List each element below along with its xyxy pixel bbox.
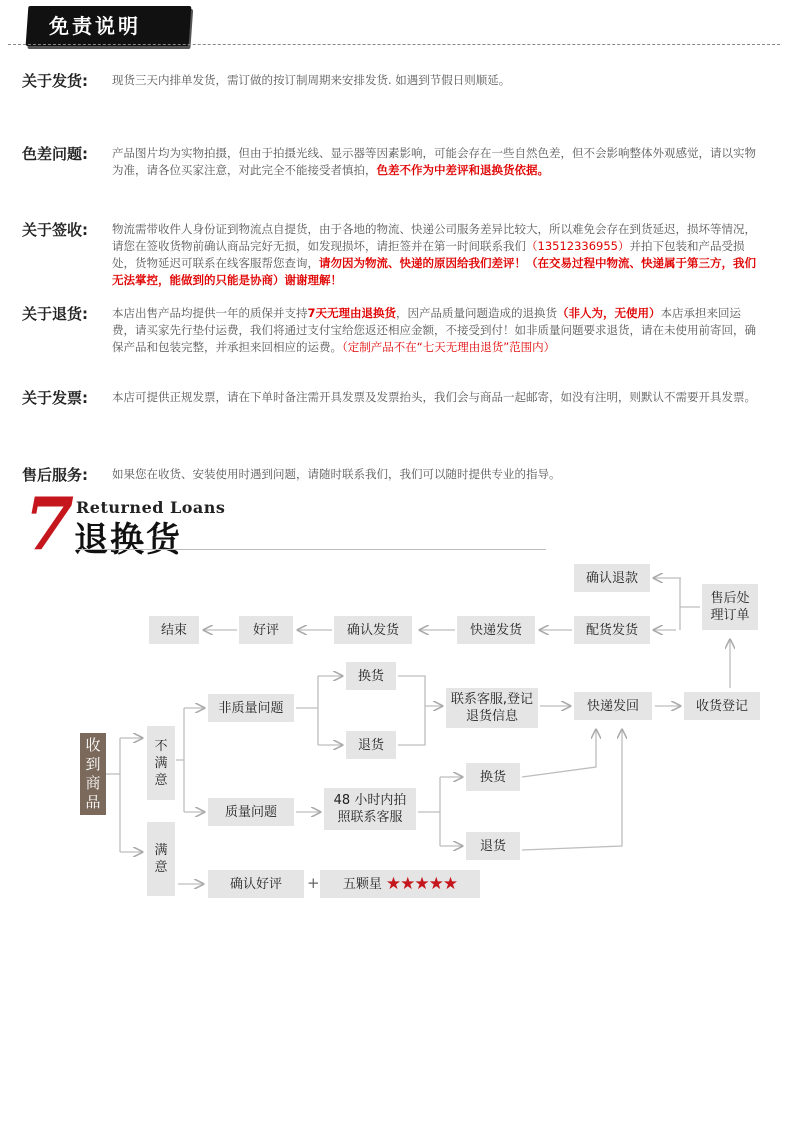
policy-label: 售后服务: bbox=[22, 466, 88, 484]
section-title-cn: 退换货 bbox=[74, 520, 182, 560]
policy-label: 关于签收: bbox=[22, 221, 88, 239]
policy-label: 关于退货: bbox=[22, 305, 88, 323]
five-stars-label: 五颗星 bbox=[342, 876, 382, 892]
star-rating-icon: ★★★★★ bbox=[385, 873, 458, 894]
policy-body: 产品图片均为实物拍摄，但由于拍摄光线、显示器等因素影响，可能会存在一些自然色差，但不会影响整体外观感觉，请以实物为准，请各位买家注意，对此完全不能接受者慎拍，色差不作为中差评和退换货依据。 bbox=[112, 146, 756, 177]
node-receive-register: 收货登记 bbox=[684, 692, 760, 720]
node-after-sales: 售后处理订单 bbox=[702, 584, 758, 630]
policy-body: 物流需带收件人身份证到物流点自提货，由于各地的物流、快递公司服务差异比较大，所以难免会存在到货延迟，损坏等情况，请您在签收货物前确认商品完好无损，如发现损坏，请拒签并在第一时间联系我们（13512336955）并拍下包装和产品受损处，货物延迟可联系在线客服帮您查询，请勿因为物流、快递的原因给我们差评！（在交易过程中物流、快递属于第三方，我们无法掌控，能做到的只能是协商）谢谢理解！ bbox=[112, 222, 756, 287]
policy-label: 色差问题: bbox=[22, 145, 88, 163]
node-contact-cs: 联系客服,登记退货信息 bbox=[446, 688, 538, 728]
node-end: 结束 bbox=[149, 616, 199, 644]
node-confirm-review: 确认好评 bbox=[208, 870, 304, 898]
banner-title: 免责说明 bbox=[49, 14, 141, 38]
node-received: 收到商品 bbox=[80, 733, 106, 815]
node-five-stars bbox=[320, 870, 480, 898]
node-confirm-refund: 确认退款 bbox=[574, 564, 650, 592]
node-exchange: 换货 bbox=[346, 662, 396, 690]
node-confirm-ship: 确认发货 bbox=[334, 616, 412, 644]
section-number: 7 bbox=[24, 481, 75, 566]
policy-body: 如果您在收货、安装使用时遇到问题，请随时联系我们，我们可以随时提供专业的指导。 bbox=[112, 467, 561, 481]
node-satisfied: 满意 bbox=[147, 822, 175, 896]
node-non-quality: 非质量问题 bbox=[208, 694, 294, 722]
node-return: 退货 bbox=[346, 731, 396, 759]
node-express-back: 快递发回 bbox=[574, 692, 652, 720]
node-quality-issue: 质量问题 bbox=[208, 798, 294, 826]
policy-body: 本店可提供正规发票，请在下单时备注需开具发票及发票抬头，我们会与商品一起邮寄，如没有注明，则默认不需要开具发票。 bbox=[112, 390, 756, 404]
policy-label: 关于发货: bbox=[22, 72, 88, 90]
node-return-2: 退货 bbox=[466, 832, 520, 860]
node-unsatisfied: 不满意 bbox=[147, 726, 175, 800]
section-title-en: Returned Loans bbox=[76, 498, 226, 517]
node-express-ship: 快递发货 bbox=[457, 616, 535, 644]
node-allocate-ship: 配货发货 bbox=[574, 616, 650, 644]
node-photo-48h: 48 小时内拍照联系客服 bbox=[324, 788, 416, 830]
policy-body: 本店出售产品均提供一年的质保并支持7天无理由退换货，因产品质量问题造成的退换货（非人为，无使用）本店承担来回运费，请买家先行垫付运费，我们将通过支付宝给您返还相应金额，不接受到付！如非质量问题要求退货，请在未使用前寄回，确保产品和包装完整，并承担来回相应的运费。（定制产品不在“七天无理由退货”范围内） bbox=[112, 306, 756, 354]
node-exchange-2: 换货 bbox=[466, 763, 520, 791]
policy-body: 现货三天内排单发货，需订做的按订制周期来安排发货. 如遇到节假日则顺延。 bbox=[112, 73, 511, 87]
plus-sign: + bbox=[307, 874, 320, 892]
policy-label: 关于发票: bbox=[22, 389, 88, 407]
node-good-review: 好评 bbox=[239, 616, 293, 644]
